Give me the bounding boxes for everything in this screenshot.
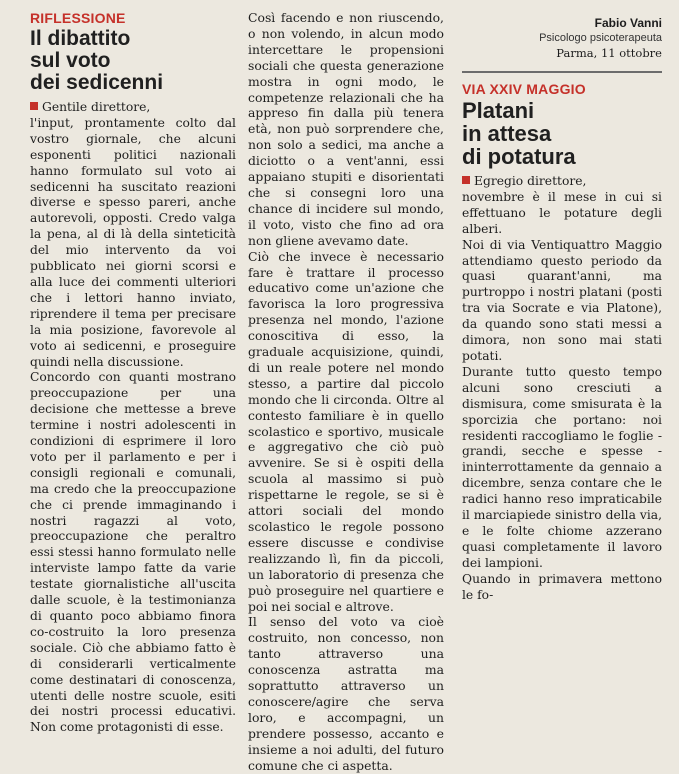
- article-2-headline: [462, 99, 662, 168]
- column-1: [30, 10, 236, 735]
- signature-name: Fabio Vanni: [594, 16, 662, 30]
- paragraph: Il senso del voto va cioè costruito, non concesso, non tanto attraverso una conoscenza astratta ma soprattutto attraverso un conoscere/agire che serva loro, e accompagni, un prendere possesso, accanto e insieme a noi adulti, del futuro comune che ci aspetta.: [248, 614, 444, 773]
- paragraph: novembre è il mese in cui si effettuano le potature degli alberi.: [462, 189, 662, 236]
- headline-line: dei sedicenni: [30, 71, 164, 94]
- paragraph: l'input, prontamente colto dal vostro giornale, che alcuni esponenti politici nazionali hanno formulato sul voto ai sedicenni ha suscitato reazioni diverse e spesso pareri, anche autorevoli, opposti. Credo valga la pena, al di là della sinteticità del mio intervento da voi pubblicato nei giorni scorsi e alla luce dei commenti ulteriori che i lettori hanno inviato, riprendere il tema per precisare la mia posizione, favorevole al voto ai sedicenni, e proseguire quindi nella discussione.: [30, 115, 236, 369]
- headline-line: Platani: [462, 98, 535, 123]
- column-2: [248, 10, 444, 773]
- signature-role: Psicologo psicoterapeuta: [539, 32, 662, 44]
- section-divider: [462, 71, 662, 73]
- paragraph: Concordo con quanti mostrano preoccupazione per una decisione che mettesse a breve termine i nostri adolescenti in condizioni di esprimere il loro voto per il parlamento e per i consigli regionali e comunali, ma credo che la preoccupazione che ci prende immaginando i nostri ragazzi al voto, preoccupazione che peraltro essi stessi hanno formulato nelle interviste lampo fatte da varie testate giornalistiche all'uscita dalle scuole, è la testimonianza di quanto poco abbiamo finora co-costruito la loro presenza sociale. Ciò che abbiamo fatto è di considerarli verticalmente come destinatari di conoscenza, utenti delle nostre scuole, esiti dei nostri processi educativi. Non come protagonisti di esse.: [30, 370, 236, 735]
- salutation-line: [462, 174, 662, 190]
- article-1-signature: [462, 16, 662, 61]
- red-square-bullet-icon: [462, 176, 470, 184]
- red-square-bullet-icon: [30, 102, 38, 110]
- article-2-body: [462, 174, 662, 603]
- article-1-body-part-2: [248, 10, 444, 774]
- paragraph: Così facendo e non riuscendo, o non volendo, in alcun modo intercettare le propensioni sociali che questa generazione mostra in ogni modo, le competenze relazionali che ha appreso fin dalla più tenera età, non può sorprendere che, non solo a sedici, ma anche a diciotto o a vent'anni, essi appaiano stupiti e disorientati che si consegni loro una chance di incidere sul mondo, il voto, visto che fino ad ora non gliene avevamo date.: [248, 10, 444, 248]
- headline-line: di potatura: [462, 144, 576, 169]
- paragraph: Ciò che invece è necessario fare è trattare il processo educativo come un'azione che favorisca la loro progressiva presenza nel mondo, l'azione conoscitiva di esso, la graduale acquisizione, quindi, di un reale potere nel mondo stesso, a partire dal piccolo mondo che li circonda. Oltre al contesto familiare è in quello scolastico e sportivo, musicale e aggregativo che ciò può avvenire. Se si è ospiti della scuola al massimo si può rispettarne le regole, se si è attori sociali del mondo scolastico le regole possono essere discusse e condivise realizzando lì, fin da piccoli, un laboratorio di presenza che può proseguire nel quartiere e poi nei social e altrove.: [248, 248, 444, 614]
- paragraph: Quando in primavera mettono le fo-: [462, 571, 662, 602]
- column-3: [462, 14, 662, 602]
- article-1-body-part-1: [30, 100, 236, 736]
- article-1-kicker: RIFLESSIONE: [30, 10, 126, 26]
- headline-line: sul voto: [30, 49, 111, 72]
- paragraph: Noi di via Ventiquattro Maggio attendiamo questo periodo da quasi quarant'anni, ma purtroppo i nostri platani (posti tra via Socrate e via Platone), da quando sono stati messi a dimora, non sono mai stati potati.: [462, 237, 662, 363]
- salutation-line: [30, 100, 236, 116]
- article-2-kicker: VIA XXIV MAGGIO: [462, 81, 586, 97]
- signature-place-date: Parma, 11 ottobre: [556, 46, 662, 60]
- article-1-salutation: Gentile direttore,: [42, 100, 151, 114]
- article-1-headline: [30, 28, 236, 94]
- article-2-salutation: Egregio direttore,: [474, 174, 587, 188]
- paragraph: Durante tutto questo tempo alcuni sono cresciuti a dismisura, come smisurata è la sporcizia che portano: noi residenti raccogliamo le foglie - grandi, secche e spesse - ininterrottamente da gennaio a dicembre, senza contare che le radici hanno reso impraticabile il marciapiede sinistro della via, e le folte chiome azzerano quasi completamente il lavoro dei lampioni.: [462, 364, 662, 570]
- headline-line: Il dibattito: [30, 27, 131, 50]
- headline-line: in attesa: [462, 121, 552, 146]
